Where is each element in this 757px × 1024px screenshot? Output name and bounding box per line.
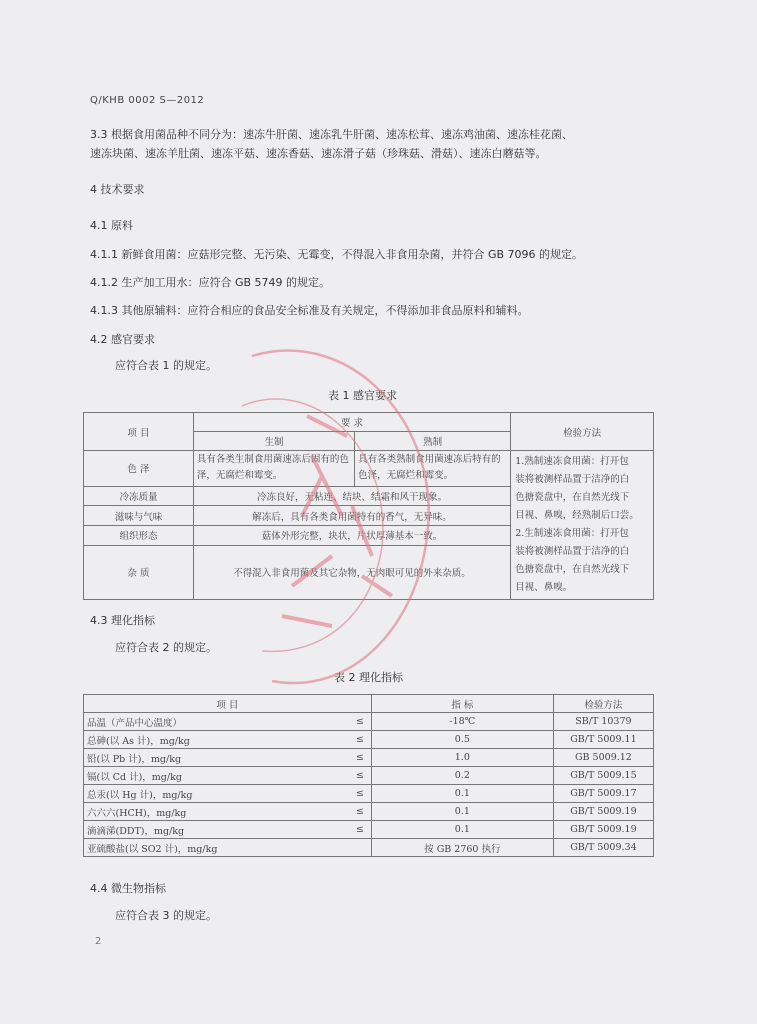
table1-method-cell bbox=[511, 451, 654, 600]
section-4-4-heading: 4.4 微生物指标 bbox=[90, 882, 166, 895]
section-4-3-heading: 4.3 理化指标 bbox=[90, 614, 155, 627]
section-4-2-text: 应符合表 1 的规定。 bbox=[115, 359, 217, 372]
section-4-3-text: 应符合表 2 的规定。 bbox=[115, 641, 217, 654]
table-row bbox=[84, 767, 654, 785]
table2-method: GB/T 5009.17 bbox=[553, 785, 653, 803]
table2-method: GB 5009.12 bbox=[553, 749, 653, 767]
table-row bbox=[84, 821, 654, 839]
table2-method: SB/T 10379 bbox=[553, 713, 653, 731]
table2-method: GB/T 5009.19 bbox=[553, 803, 653, 821]
table2-caption: 表 2 理化指标 bbox=[334, 671, 403, 684]
table-row bbox=[84, 731, 654, 749]
table-row bbox=[84, 839, 654, 857]
table2-op: ≤ bbox=[349, 731, 372, 749]
table1-method-line: 目视、鼻嗅，经熟制后口尝。 bbox=[515, 510, 639, 521]
table1-row-color: 色 泽 bbox=[84, 451, 194, 487]
physicochemical-table bbox=[83, 694, 654, 857]
table2-value: 0.5 bbox=[371, 731, 553, 749]
table1-caption: 表 1 感官要求 bbox=[328, 389, 397, 402]
section-4-1-3: 4.1.3 其他原辅料：应符合相应的食品安全标准及有关规定，不得添加非食品原料和辅料。 bbox=[90, 304, 529, 317]
table1-method-line: 2.生制速冻食用菌：打开包 bbox=[515, 528, 629, 539]
table2-header-value: 指 标 bbox=[371, 695, 553, 713]
section-3-3-line2: 速冻块菌、速冻羊肚菌、速冻平菇、速冻香菇、速冻滑子菇（珍珠菇、滑菇）、速冻白蘑菇等。 bbox=[90, 147, 547, 160]
table1-row-frozen: 冷冻质量 bbox=[84, 486, 194, 506]
table-row bbox=[84, 713, 654, 731]
section-4-heading: 4 技术要求 bbox=[90, 183, 145, 196]
table2-item: 镉(以 Cd 计)，mg/kg bbox=[84, 767, 349, 785]
table2-item: 亚硫酸盐(以 SO2 计)，mg/kg bbox=[84, 839, 349, 857]
table2-op: ≤ bbox=[349, 713, 372, 731]
table2-value: 按 GB 2760 执行 bbox=[371, 839, 553, 857]
table1-header-method: 检验方法 bbox=[511, 413, 654, 451]
table1-raw-color: 具有各类生制食用菌速冻后固有的色泽，无腐烂和霉变。 bbox=[193, 451, 354, 487]
table2-method: GB/T 5009.11 bbox=[553, 731, 653, 749]
table2-op: ≤ bbox=[349, 785, 372, 803]
table2-op bbox=[349, 839, 372, 857]
section-4-4-text: 应符合表 3 的规定。 bbox=[115, 909, 217, 922]
table2-value: 1.0 bbox=[371, 749, 553, 767]
section-4-2-heading: 4.2 感官要求 bbox=[90, 333, 155, 346]
table1-method-line: 装将被测样品置于洁净的白 bbox=[515, 474, 630, 485]
table-row bbox=[84, 803, 654, 821]
table1-taste: 解冻后，具有各类食用菌特有的香气，无异味。 bbox=[193, 506, 510, 526]
table1-method-line: 色搪瓷盘中，在自然光线下 bbox=[515, 564, 630, 575]
table2-op: ≤ bbox=[349, 821, 372, 839]
table2-item: 总砷(以 As 计)，mg/kg bbox=[84, 731, 349, 749]
table2-value: 0.1 bbox=[371, 803, 553, 821]
table1-method-line: 色搪瓷盘中，在自然光线下 bbox=[515, 492, 630, 503]
table1-method-line: 目视、鼻嗅。 bbox=[515, 582, 573, 593]
document-header: Q/KHB 0002 S—2012 bbox=[90, 95, 205, 106]
table2-value: 0.1 bbox=[371, 785, 553, 803]
table1-header-item: 项 目 bbox=[84, 413, 194, 451]
table2-item: 六六六(HCH)，mg/kg bbox=[84, 803, 349, 821]
table1-cooked-color: 具有各类熟制食用菌速冻后特有的色泽，无腐烂和霉变。 bbox=[355, 451, 511, 487]
table2-header-item: 项 目 bbox=[84, 695, 372, 713]
table2-value: 0.2 bbox=[371, 767, 553, 785]
table2-item: 总汞(以 Hg 计)，mg/kg bbox=[84, 785, 349, 803]
table2-value: 0.1 bbox=[371, 821, 553, 839]
table2-value: -18℃ bbox=[371, 713, 553, 731]
table1-row-taste: 滋味与气味 bbox=[84, 506, 194, 526]
page-number: 2 bbox=[95, 936, 102, 947]
section-3-3-line1: 3.3 根据食用菌品种不同分为：速冻牛肝菌、速冻乳牛肝菌、速冻松茸、速冻鸡油菌、速冻桂花菌、 bbox=[90, 128, 573, 141]
table2-op: ≤ bbox=[349, 803, 372, 821]
table2-item: 铅(以 Pb 计)，mg/kg bbox=[84, 749, 349, 767]
table-row bbox=[84, 749, 654, 767]
table2-method: GB/T 5009.19 bbox=[553, 821, 653, 839]
table1-header-raw: 生制 bbox=[193, 432, 354, 451]
table1-method-line: 1.熟制速冻食用菌：打开包 bbox=[515, 456, 629, 467]
table2-header-method: 检验方法 bbox=[553, 695, 653, 713]
table1-row-impurity: 杂 质 bbox=[84, 545, 194, 600]
table2-method: GB/T 5009.34 bbox=[553, 839, 653, 857]
table1-row-texture: 组织形态 bbox=[84, 525, 194, 545]
section-4-1-2: 4.1.2 生产加工用水：应符合 GB 5749 的规定。 bbox=[90, 276, 331, 289]
table1-impurity: 不得混入非食用菌及其它杂物，无肉眼可见的外来杂质。 bbox=[193, 545, 510, 600]
section-4-1-1: 4.1.1 新鲜食用菌：应菇形完整、无污染、无霉变，不得混入非食用杂菌，并符合 GB 7096 的规定。 bbox=[90, 248, 584, 261]
table1-frozen: 冷冻良好，无粘连、结块、结霜和风干现象。 bbox=[193, 486, 510, 506]
table2-item: 滴滴涕(DDT)，mg/kg bbox=[84, 821, 349, 839]
table1-header-cooked: 熟制 bbox=[355, 432, 511, 451]
table2-method: GB/T 5009.15 bbox=[553, 767, 653, 785]
table1-header-requirement: 要 求 bbox=[193, 413, 510, 432]
sensory-requirements-table bbox=[83, 412, 654, 600]
table1-texture: 菇体外形完整，块状，片状厚薄基本一致。 bbox=[193, 525, 510, 545]
section-4-1-heading: 4.1 原料 bbox=[90, 219, 133, 232]
table1-method-line: 装将被测样品置于洁净的白 bbox=[515, 546, 630, 557]
table2-item: 品温（产品中心温度） bbox=[84, 713, 349, 731]
table2-op: ≤ bbox=[349, 749, 372, 767]
table-row bbox=[84, 785, 654, 803]
table2-op: ≤ bbox=[349, 767, 372, 785]
